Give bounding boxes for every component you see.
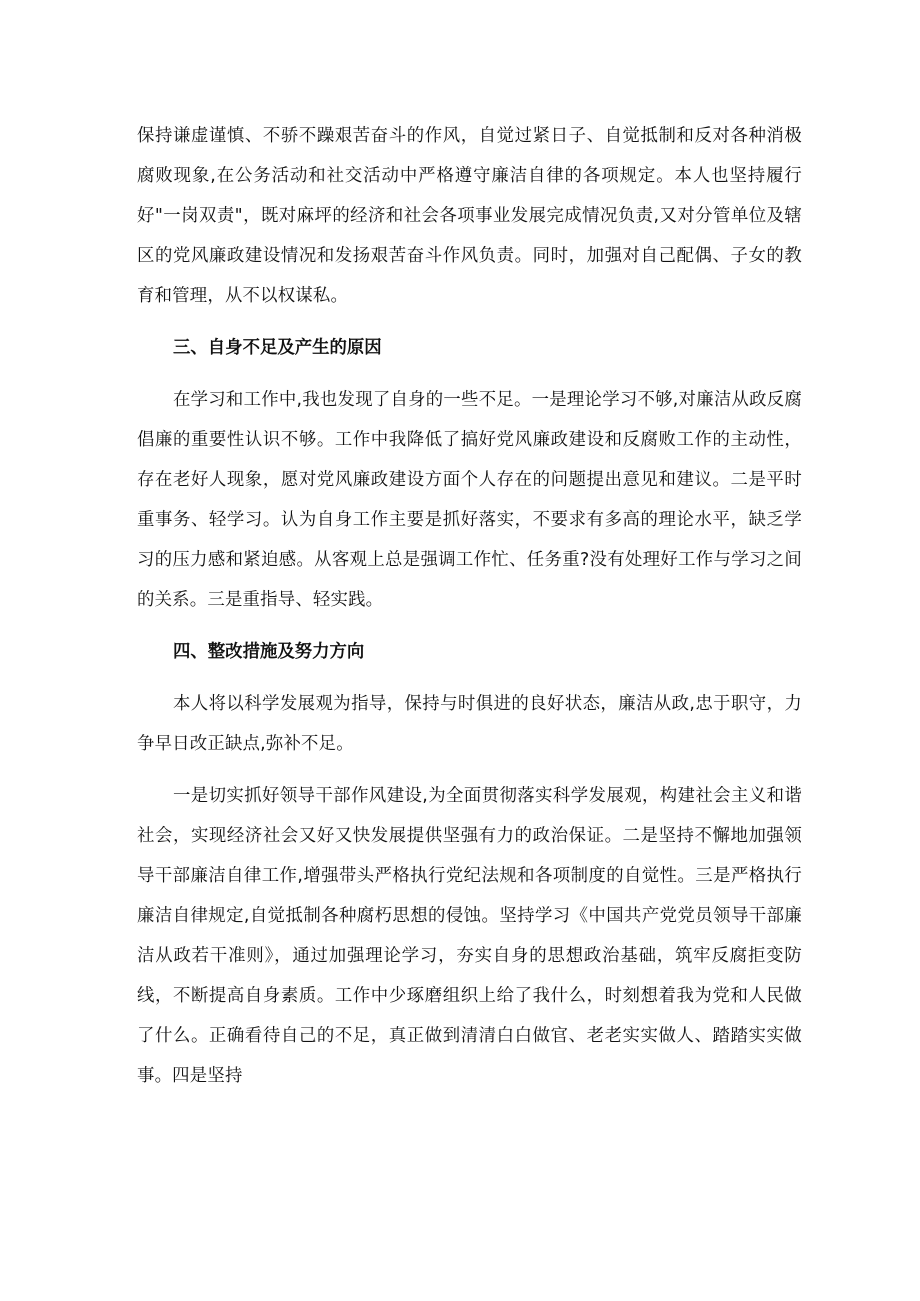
paragraph-integrity-conduct: 保持谦虚谨慎、不骄不躁艰苦奋斗的作风，自觉过紧日子、自觉抵制和反对各种消极腐败现象,在公务活动和社交活动中严格遵守廉洁自律的各项规定。本人也坚持履行好"一岗双责"，既对麻坪的经济和社会各项事业发展完成情况负责,又对分管单位及辖区的党风廉政建设情况和发扬艰苦奋斗作风负责。同时，加强对自己配偶、子女的教育和管理，从不以权谋私。: [137, 126, 802, 306]
paragraph-rectification-measures: 一是切实抓好领导干部作风建设,为全面贯彻落实科学发展观，构建社会主义和谐社会，实现经济社会又好又快发展提供坚强有力的政治保证。二是坚持不懈地加强领导干部廉洁自律工作,增强带头严格执行党纪法规和各项制度的自觉性。三是严格执行廉洁自律规定,自觉抵制各种腐朽思想的侵蚀。坚持学习《中国共产党党员领导干部廉洁从政若干准则》，通过加强理论学习，夯实自身的思想政治基础，筑牢反腐拒变防线，不断提高自身素质。工作中少琢磨组织上给了我什么，时刻想着我为党和人民做了什么。正确看待自己的不足，真正做到清清白白做官、老老实实做人、踏踏实实做事。四是坚持: [137, 786, 802, 1086]
section-heading-shortcomings: 三、自身不足及产生的原因: [173, 338, 382, 358]
paragraph-shortcomings: 在学习和工作中,我也发现了自身的一些不足。一是理论学习不够,对廉洁从政反腐倡廉的重要性认识不够。工作中我降低了搞好党风廉政建设和反腐败工作的主动性，存在老好人现象，愿对党风廉政建设方面个人存在的问题提出意见和建议。二是平时重事务、轻学习。认为自身工作主要是抓好落实，不要求有多高的理论水平，缺乏学习的压力感和紧迫感。从客观上总是强调工作忙、任务重?没有处理好工作与学习之间的关系。三是重指导、轻实践。: [137, 390, 802, 610]
section-heading-rectification: 四、整改措施及努力方向: [173, 642, 365, 662]
paragraph-rectification-intro: 本人将以科学发展观为指导，保持与时俱进的良好状态，廉洁从政,忠于职守，力争早日改正缺点,弥补不足。: [137, 694, 802, 754]
